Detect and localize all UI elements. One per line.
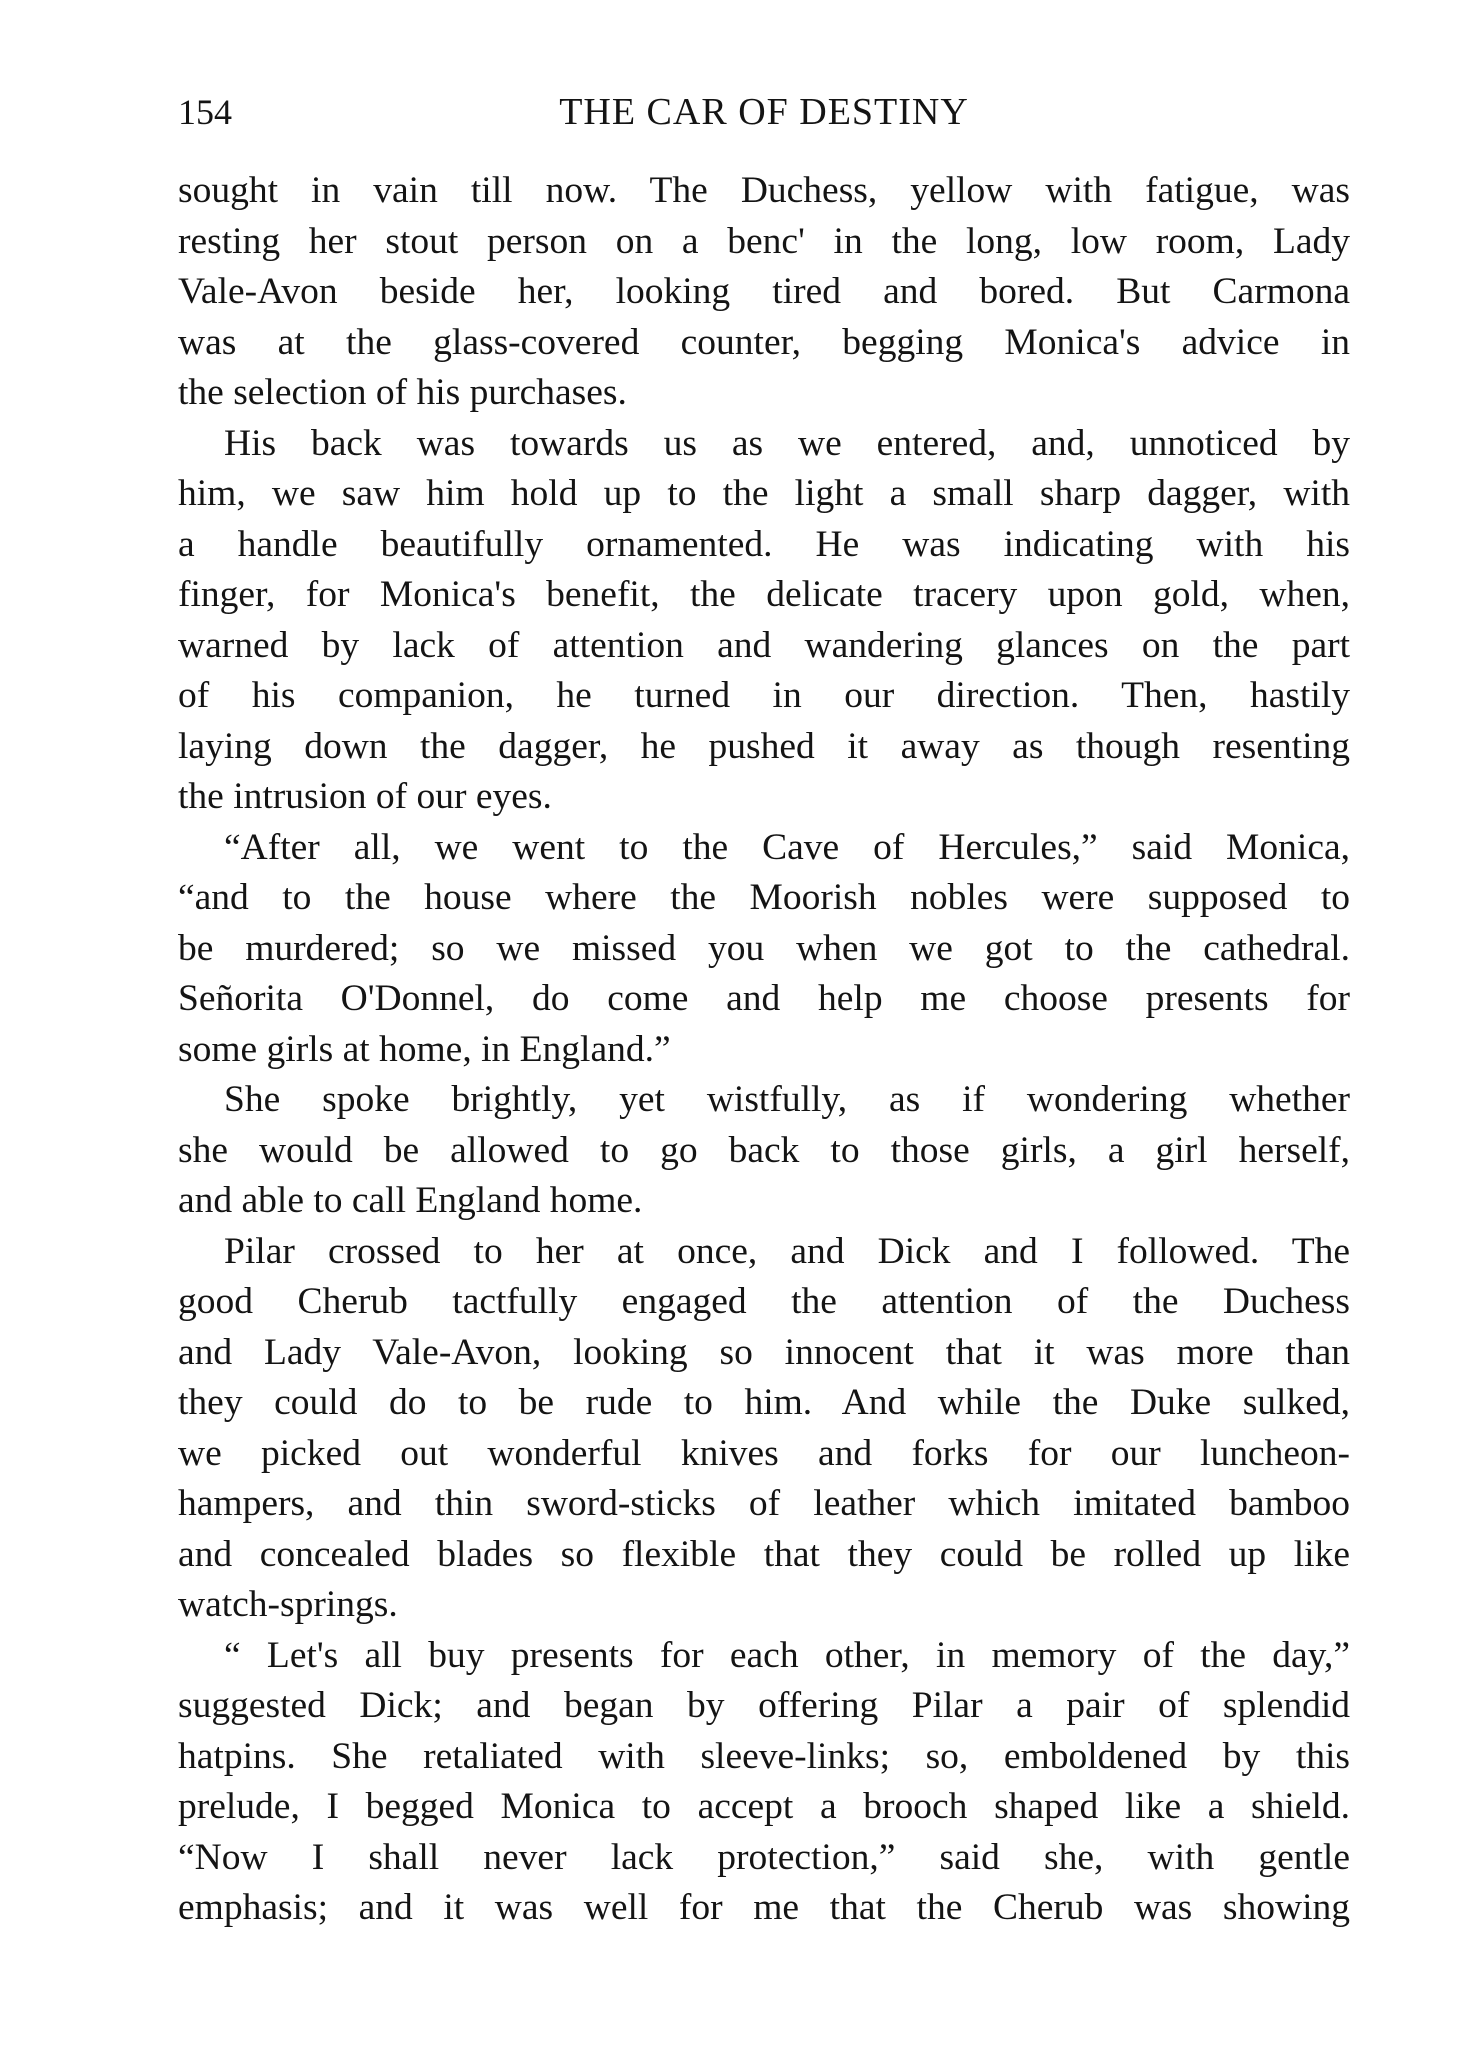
body-text [178, 166, 1350, 1934]
text-line: him, we saw him hold up to the light a small sharp dagger, with [178, 473, 1350, 514]
text-line: some girls at home, in England.” [178, 1028, 671, 1070]
text-line: was at the glass-covered counter, begging Monica's advice in [178, 321, 1350, 363]
text-line: the intrusion of our eyes. [178, 776, 552, 817]
text-line: good Cherub tactfully engaged the attention of the Duchess [178, 1281, 1350, 1322]
text-line: sought in vain till now. The Duchess, yellow with fatigue, was [178, 170, 1350, 211]
text-line: hatpins. She retaliated with sleeve-links; so, emboldened by this [178, 1735, 1350, 1777]
text-line: She spoke brightly, yet wistfully, as if wondering whether [224, 1079, 1350, 1120]
text-line: “Now I shall never lack protection,” said she, with gentle [178, 1836, 1350, 1878]
text-line: suggested Dick; and began by offering Pilar a pair of splendid [178, 1685, 1350, 1726]
text-line: a handle beautifully ornamented. He was indicating with his [178, 523, 1350, 565]
text-line: and able to call England home. [178, 1180, 643, 1221]
text-line: finger, for Monica's benefit, the delicate tracery upon gold, when, [178, 574, 1350, 615]
text-line: “After all, we went to the Cave of Hercules,” said Monica, [224, 826, 1350, 868]
text-line: laying down the dagger, he pushed it away as though resenting [178, 725, 1350, 767]
text-line: hampers, and thin sword-sticks of leather which imitated bamboo [178, 1483, 1350, 1524]
page-number: 154 [178, 92, 232, 132]
text-line: “and to the house where the Moorish nobles were supposed to [178, 877, 1350, 918]
text-line: warned by lack of attention and wandering glances on the part [178, 624, 1350, 666]
text-line: “ Let's all buy presents for each other, in memory of the day,” [224, 1634, 1350, 1676]
text-line: prelude, I begged Monica to accept a brooch shaped like a shield. [178, 1786, 1350, 1827]
text-line: Pilar crossed to her at once, and Dick and I followed. The [224, 1230, 1350, 1272]
text-line: of his companion, he turned in our direction. Then, hastily [178, 675, 1350, 716]
page-header [178, 82, 1350, 142]
text-line: His back was towards us as we entered, and, unnoticed by [224, 422, 1350, 464]
running-head: THE CAR OF DESTINY [559, 91, 969, 133]
text-line: we picked out wonderful knives and forks for our luncheon- [178, 1432, 1350, 1474]
text-line: they could do to be rude to him. And while the Duke sulked, [178, 1382, 1350, 1423]
text-line: and concealed blades so flexible that they could be rolled up like [178, 1533, 1350, 1575]
text-line: Vale-Avon beside her, looking tired and bored. But Carmona [178, 271, 1350, 312]
text-line: she would be allowed to go back to those girls, a girl herself, [178, 1129, 1350, 1171]
text-line: watch-springs. [178, 1584, 398, 1625]
text-line: emphasis; and it was well for me that the Cherub was showing [178, 1887, 1350, 1928]
text-line: be murdered; so we missed you when we got to the cathedral. [178, 927, 1350, 969]
text-line: and Lady Vale-Avon, looking so innocent that it was more than [178, 1331, 1350, 1373]
text-line: resting her stout person on a benc' in the long, low room, Lady [178, 220, 1350, 262]
text-line: Señorita O'Donnel, do come and help me choose presents for [178, 978, 1350, 1019]
text-line: the selection of his purchases. [178, 372, 627, 413]
